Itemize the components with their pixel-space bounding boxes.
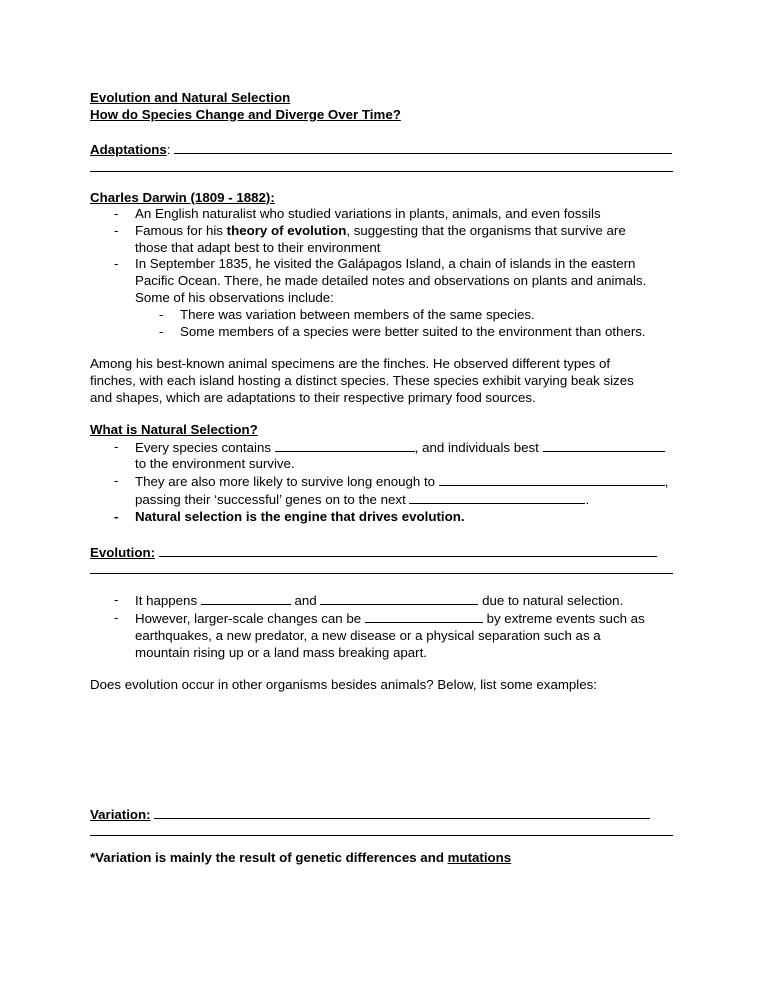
list-item	[90, 206, 680, 223]
ns-item-3-key-statement: Natural selection is the engine that drives evolution.	[135, 508, 465, 524]
observations-list	[135, 307, 680, 341]
list-item	[90, 509, 680, 526]
evo-item-1-text-b: and	[290, 593, 321, 609]
list-item	[90, 610, 680, 661]
finches-line-3: and shapes, which are adaptations to their respective primary food sources.	[90, 389, 536, 405]
list-item	[90, 256, 680, 340]
observation-1: There was variation between members of the same species.	[180, 306, 535, 322]
variation-blank-1[interactable]	[154, 806, 650, 819]
adaptations-blank-2[interactable]	[90, 161, 673, 172]
list-item	[90, 473, 680, 509]
theory-of-evolution-term: theory of evolution	[226, 222, 347, 238]
evolution-list	[90, 592, 680, 661]
list-item	[135, 307, 680, 324]
evo-blank-3[interactable]	[365, 610, 483, 623]
adaptations-colon: :	[166, 142, 171, 157]
bullet-dash: -	[114, 206, 119, 221]
evo-blank-1[interactable]	[201, 592, 291, 605]
darwin-heading: Charles Darwin (1809 - 1882):	[90, 189, 275, 205]
list-item	[90, 439, 680, 474]
worksheet-subtitle: How do Species Change and Diverge Over Time?	[90, 106, 401, 122]
ns-item-2-text-c: passing their ‘successful’ genes on to the next	[135, 492, 410, 508]
variation-note-text: *Variation is mainly the result of genetic differences and	[90, 850, 448, 866]
ns-blank-1[interactable]	[275, 439, 415, 452]
finches-paragraph	[90, 356, 680, 406]
adaptations-blank-1[interactable]	[174, 141, 672, 154]
ns-item-1-text-c: to the environment survive.	[135, 456, 295, 472]
examples-answer-space[interactable]	[90, 694, 680, 806]
variation-label: Variation:	[90, 806, 151, 822]
evo-item-2-text-c: earthquakes, a new predator, a new disease or a physical separation such as a	[135, 627, 601, 643]
bullet-dash: -	[114, 473, 119, 489]
bullet-dash: -	[159, 306, 164, 322]
darwin-item-3-line-2: Pacific Ocean. There, he made detailed notes and observations on plants and animals.	[135, 273, 647, 289]
natural-selection-heading: What is Natural Selection?	[90, 422, 258, 438]
bullet-dash: -	[114, 508, 119, 524]
evo-blank-2[interactable]	[320, 592, 478, 605]
ns-blank-3[interactable]	[439, 473, 665, 486]
ns-item-1-text-a: Every species contains	[135, 439, 275, 455]
finches-line-2: finches, with each island hosting a distinct species. These species exhibit varying beak sizes	[90, 372, 634, 388]
darwin-item-3-line-3: Some of his observations include:	[135, 289, 334, 305]
ns-item-1-text-b: , and individuals best	[414, 439, 543, 455]
variation-row	[90, 806, 680, 824]
worksheet-page	[90, 90, 680, 867]
natural-selection-list	[90, 439, 680, 526]
evo-item-2-text-b: by extreme events such as	[482, 610, 645, 626]
bullet-dash: -	[114, 256, 119, 272]
evo-item-2-text-d: mountain rising up or a land mass breaking apart.	[135, 644, 427, 660]
ns-blank-4[interactable]	[409, 491, 585, 504]
finches-line-1: Among his best-known animal specimens are the finches. He observed different types of	[90, 356, 611, 372]
bullet-dash: -	[114, 609, 119, 625]
darwin-item-3-line-1: In September 1835, he visited the Galápagos Island, a chain of islands in the eastern	[135, 256, 636, 272]
adaptations-label: Adaptations	[90, 142, 167, 157]
evolution-question: Does evolution occur in other organisms besides animals? Below, list some examples:	[90, 677, 598, 693]
evo-item-1-text-a: It happens	[135, 593, 201, 609]
list-item	[90, 592, 680, 610]
adaptations-row	[90, 141, 680, 159]
worksheet-title: Evolution and Natural Selection	[90, 90, 291, 105]
ns-item-2-text-d: .	[585, 492, 590, 508]
evolution-blank-2[interactable]	[90, 563, 673, 574]
darwin-item-1: An English naturalist who studied variations in plants, animals, and even fossils	[135, 206, 601, 221]
mutations-term: mutations	[447, 850, 512, 866]
ns-blank-2[interactable]	[543, 439, 665, 452]
variation-note	[90, 850, 680, 867]
evo-item-1-text-c: due to natural selection.	[478, 593, 624, 609]
darwin-item-2-cont: those that adapt best to their environment	[135, 239, 381, 255]
evolution-label: Evolution:	[90, 544, 155, 560]
darwin-item-2-pre: Famous for his	[135, 222, 227, 238]
observation-2: Some members of a species were better suited to the environment than others.	[180, 323, 646, 339]
bullet-dash: -	[114, 592, 119, 608]
variation-blank-2[interactable]	[90, 825, 673, 836]
evo-item-2-text-a: However, larger-scale changes can be	[135, 610, 365, 626]
list-item	[135, 324, 680, 341]
darwin-list	[90, 206, 680, 340]
darwin-item-2-post: , suggesting that the organisms that survive are	[346, 222, 626, 238]
evolution-blank-1[interactable]	[159, 544, 657, 557]
bullet-dash: -	[114, 438, 119, 454]
ns-item-2-text-b: ,	[664, 474, 669, 490]
bullet-dash: -	[114, 222, 119, 238]
bullet-dash: -	[159, 323, 164, 339]
list-item	[90, 223, 680, 257]
ns-item-2-text-a: They are also more likely to survive long enough to	[135, 474, 439, 490]
evolution-row	[90, 544, 680, 562]
